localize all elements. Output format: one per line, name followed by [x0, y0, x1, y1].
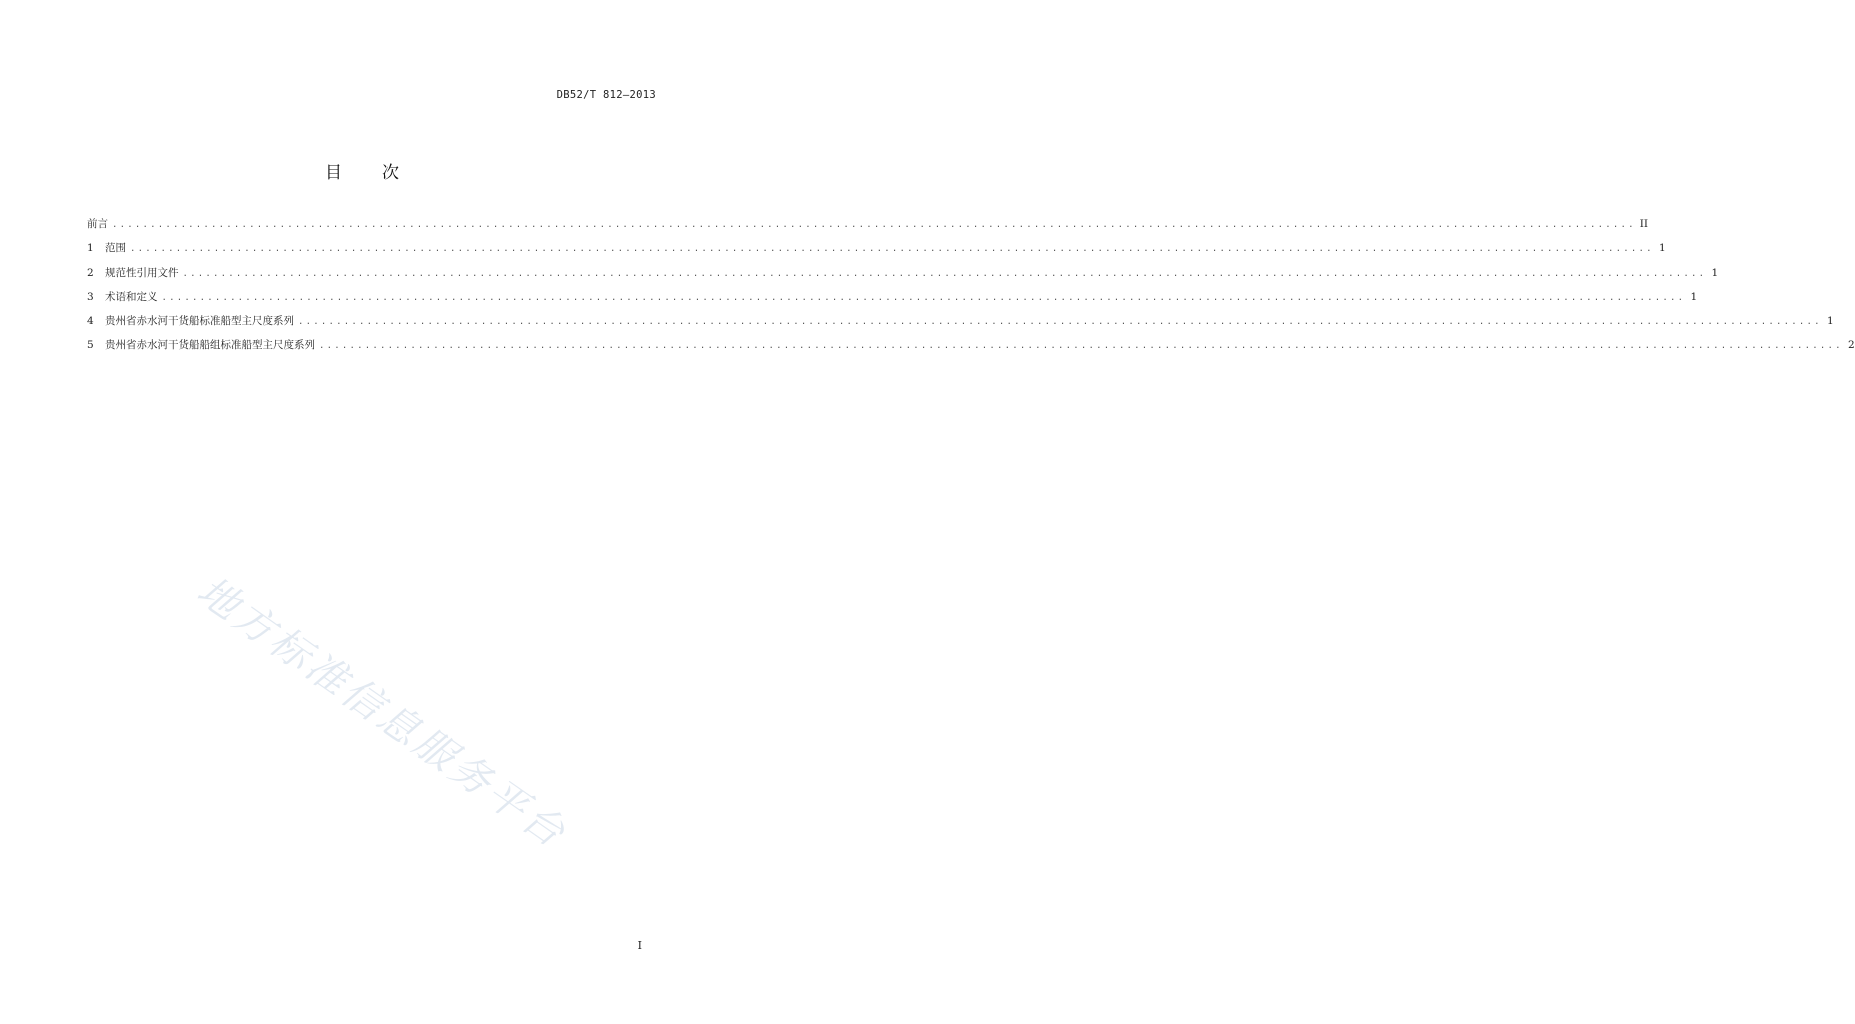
toc-entry-number: 2: [87, 266, 94, 279]
toc-entry-number: 4: [87, 315, 94, 328]
toc-entry-page: 1: [1711, 266, 1719, 279]
toc-entry-label: 前言: [87, 218, 108, 230]
toc-entry-label: 贵州省赤水河干货船标准船型主尺度系列: [105, 315, 294, 328]
watermark-text: 地方标准信息服务平台: [188, 567, 576, 858]
toc-entry-page: II: [1639, 218, 1648, 230]
toc-leader-dots: ........................................................................................................................................................................................................: [130, 244, 1654, 255]
toc-entry-normative-references[interactable]: [87, 265, 1719, 289]
toc-leader-dots: ........................................................................................................................................................................................................: [319, 341, 1843, 352]
toc-entry-number: 5: [87, 339, 94, 352]
toc-entry-label: 规范性引用文件: [105, 266, 179, 279]
toc-entry-page: 1: [1690, 290, 1698, 303]
toc-title-left: 目: [325, 163, 342, 183]
toc-entry-ship-dimension-series[interactable]: [87, 313, 1834, 337]
toc-entry-number: 1: [87, 242, 94, 255]
toc-leader-dots: ........................................................................................................................................................................................................: [298, 317, 1822, 328]
document-code: DB52/T 812—2013: [556, 89, 656, 101]
toc-leader-dots: ........................................................................................................................................................................................................: [161, 292, 1686, 303]
toc-entry-label: 贵州省赤水河干货船船组标准船型主尺度系列: [105, 339, 315, 352]
toc-title: [0, 158, 724, 183]
toc-entry-page: 1: [1659, 242, 1666, 255]
toc-entry-scope[interactable]: [87, 240, 1666, 264]
toc-entry-page: 1: [1827, 315, 1834, 328]
toc-list: [87, 216, 1855, 362]
toc-entry-number: 3: [87, 290, 94, 303]
toc-entry-foreword[interactable]: [87, 216, 1648, 240]
toc-entry-fleet-dimension-series[interactable]: [87, 337, 1855, 361]
toc-entry-terms-definitions[interactable]: [87, 289, 1698, 313]
toc-entry-label: 术语和定义: [105, 290, 158, 303]
page-number: I: [637, 939, 642, 952]
toc-entry-page: 2: [1848, 339, 1855, 352]
toc-leader-dots: ........................................................................................................................................................................................................: [182, 268, 1707, 279]
toc-title-right: 次: [382, 163, 399, 183]
toc-entry-label: 范围: [105, 242, 126, 255]
toc-leader-dots: ........................................................................................................................................................................................................: [112, 220, 1636, 230]
